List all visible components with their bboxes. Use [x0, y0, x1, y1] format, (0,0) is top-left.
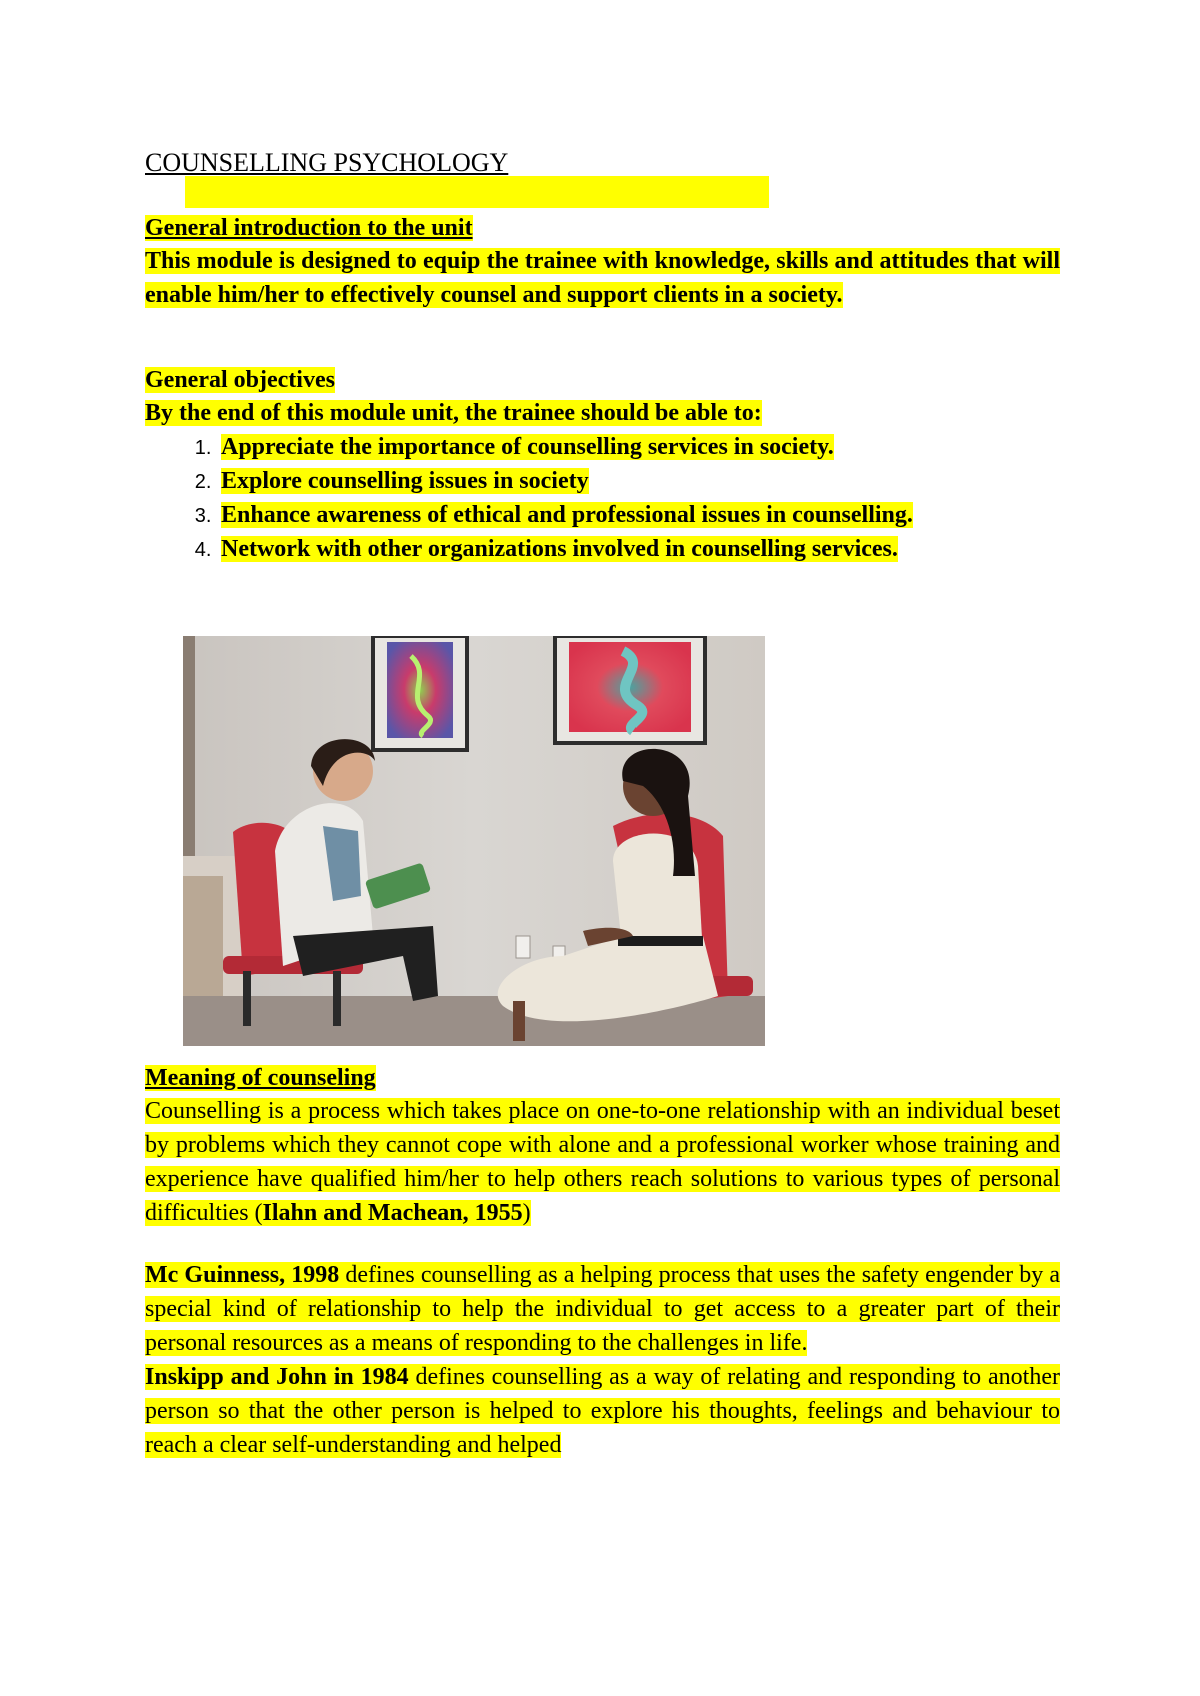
- meaning-heading: Meaning of counseling: [145, 1065, 376, 1091]
- intro-text: This module is designed to equip the trainee with knowledge, skills and attitudes that will enable him/her to effectively counsel and support clients in a society.: [145, 248, 1060, 308]
- objective-item: 3. Enhance awareness of ethical and professional issues in counselling.: [217, 498, 1060, 532]
- objective-item: 4. Network with other organizations involved in counselling services.: [217, 532, 1060, 566]
- objective-item: 2. Explore counselling issues in society: [217, 464, 1060, 498]
- title-highlight: [185, 176, 769, 208]
- meaning-paragraph-1: Counselling is a process which takes place on one-to-one relationship with an individual beset by problems which they cannot cope with alone and a professional worker whose training and experience have qualified him/her to help others reach solutions to various types of personal difficulties (Ilahn and Machean, 1955): [145, 1098, 1060, 1226]
- title-block: [145, 146, 1060, 208]
- objective-item: 1. Appreciate the importance of counselling services in society.: [217, 430, 1060, 464]
- objectives-lead: By the end of this module unit, the trainee should be able to:: [145, 400, 762, 426]
- objectives-list: [145, 430, 1060, 566]
- intro-heading: General introduction to the unit: [145, 215, 473, 241]
- meaning-paragraph-2: Mc Guinness, 1998 defines counselling as a helping process that uses the safety engender by a special kind of relationship to help the individual to get access to a greater part of their personal resources as a means of responding to the challenges in life.: [145, 1262, 1060, 1356]
- counselling-session-photo: [183, 636, 765, 1046]
- page-title: COUNSELLING PSYCHOLOGY: [145, 148, 509, 177]
- objectives-heading: General objectives: [145, 367, 335, 393]
- meaning-paragraph-3: Inskipp and John in 1984 defines counselling as a way of relating and responding to another person so that the other person is helped to explore his thoughts, feelings and behaviour to reach a clear self-understanding and helped: [145, 1364, 1060, 1458]
